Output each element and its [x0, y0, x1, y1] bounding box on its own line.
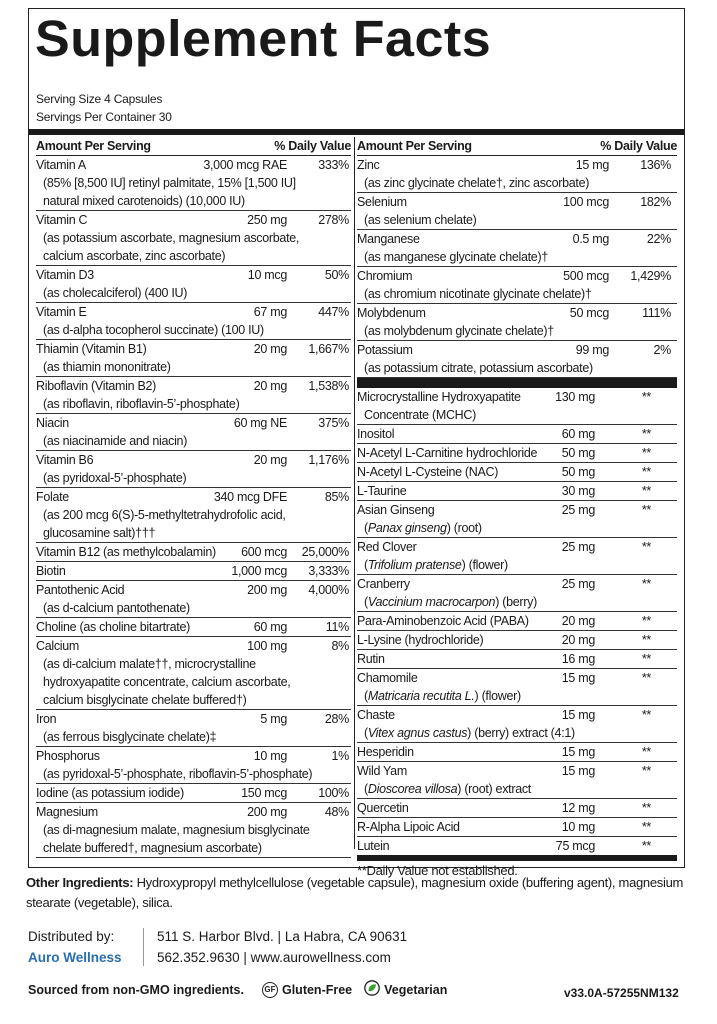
nutrient-amount: 15 mg [575, 158, 609, 172]
botanical-source-line: (Matricaria recutita L.) (flower) [364, 689, 521, 703]
nutrient-row [36, 803, 351, 858]
nutrient-daily-value: ** [641, 614, 651, 628]
nutrient-row [36, 784, 351, 803]
nutrient-daily-value: ** [641, 390, 651, 404]
latin-name: Trifolium pratense [367, 558, 462, 572]
nutrient-row [357, 388, 677, 425]
dv-header: % Daily Value [600, 139, 677, 153]
nutrient-daily-value: 136% [640, 158, 671, 172]
right-column-header [357, 137, 677, 156]
nutrient-name: Folate [36, 490, 69, 504]
nutrient-daily-value: ** [641, 540, 651, 554]
latin-name: Vitex agnus castus [367, 726, 468, 740]
nutrient-name: Para-Aminobenzoic Acid (PABA) [357, 614, 529, 628]
nutrient-name: Lutein [357, 839, 390, 853]
nutrient-amount: 600 mcg [241, 545, 287, 559]
nutrient-row [36, 581, 351, 618]
nutrient-row [357, 762, 677, 799]
left-column-header [36, 137, 351, 156]
latin-name: Matricaria recutita L. [367, 689, 475, 703]
nutrient-amount: 100 mg [247, 639, 287, 653]
left-column [36, 137, 351, 858]
nutrient-daily-value: 22% [646, 232, 671, 246]
nutrient-daily-value: 8% [331, 639, 349, 653]
distributor-separator [143, 928, 144, 966]
nutrient-amount: 10 mg [561, 820, 595, 834]
nutrient-name: Vitamin A [36, 158, 86, 172]
nutrient-source-line: natural mixed carotenoids) (10,000 IU) [43, 194, 245, 208]
nutrient-name: Rutin [357, 652, 385, 666]
nutrient-daily-value: 85% [324, 490, 349, 504]
nutrient-name: Selenium [357, 195, 407, 209]
leaf-icon [364, 980, 380, 999]
nutrient-daily-value: ** [641, 465, 651, 479]
amount-header: Amount Per Serving [36, 139, 151, 153]
nutrient-row [357, 425, 677, 444]
botanical-source-line: (Vitex agnus castus) (berry) extract (4:1) [364, 726, 575, 740]
amount-header: Amount Per Serving [357, 139, 472, 153]
nutrient-amount: 16 mg [561, 652, 595, 666]
nutrient-row [36, 266, 351, 303]
nutrient-row [36, 618, 351, 637]
nutrient-amount: 3,000 mcg RAE [203, 158, 287, 172]
non-gmo-text: Sourced from non-GMO ingredients. [28, 982, 244, 997]
nutrient-daily-value: 375% [318, 416, 349, 430]
nutrient-row [357, 463, 677, 482]
nutrient-row [36, 414, 351, 451]
nutrient-row [357, 837, 677, 856]
nutrient-row [36, 488, 351, 543]
nutrient-name: Inositol [357, 427, 395, 441]
nutrient-name: Iodine (as potassium iodide) [36, 786, 184, 800]
nutrient-name: Vitamin B12 (as methylcobalamin) [36, 545, 216, 559]
nutrient-daily-value: 1,538% [308, 379, 349, 393]
nutrient-name: Biotin [36, 564, 66, 578]
nutrient-amount: 20 mg [253, 342, 287, 356]
nutrient-daily-value: 48% [324, 805, 349, 819]
nutrient-amount: 25 mg [561, 540, 595, 554]
serving-size: Serving Size 4 Capsules [36, 92, 163, 106]
nutrient-name: Thiamin (Vitamin B1) [36, 342, 147, 356]
nutrient-daily-value: ** [641, 839, 651, 853]
nutrient-source-line: (as selenium chelate) [364, 213, 477, 227]
left-nutrient-list [36, 156, 351, 858]
botanical-source-line: (Vaccinium macrocarpon) (berry) [364, 595, 537, 609]
nutrient-name: Riboflavin (Vitamin B2) [36, 379, 157, 393]
nutrient-amount: 200 mg [247, 583, 287, 597]
nutrient-source-line: (as cholecalciferol) (400 IU) [43, 286, 188, 300]
nutrient-amount: 25 mg [561, 503, 595, 517]
nutrient-row [36, 747, 351, 784]
nutrient-daily-value: ** [641, 427, 651, 441]
nutrient-amount: 60 mg [561, 427, 595, 441]
nutrient-daily-value: ** [641, 820, 651, 834]
nutrient-source-line: (as riboflavin, riboflavin-5’-phosphate) [43, 397, 240, 411]
nutrient-row [357, 575, 677, 612]
nutrient-daily-value: ** [641, 652, 651, 666]
nutrient-row [36, 377, 351, 414]
nutrient-amount: 340 mcg DFE [213, 490, 287, 504]
latin-name: Panax ginseng [367, 521, 447, 535]
botanical-source-line: (Panax ginseng) (root) [364, 521, 482, 535]
nutrient-name: Pantothenic Acid [36, 583, 125, 597]
nutrient-daily-value: ** [641, 745, 651, 759]
nutrient-daily-value: 3,333% [308, 564, 349, 578]
distributor [28, 926, 122, 968]
nutrient-row [357, 669, 677, 706]
dv-header: % Daily Value [274, 139, 351, 153]
nutrient-name: Molybdenum [357, 306, 426, 320]
nutrient-name: Vitamin E [36, 305, 87, 319]
nutrient-daily-value: 278% [318, 213, 349, 227]
nutrient-daily-value: ** [641, 708, 651, 722]
nutrient-source-line: (as zinc glycinate chelate†, zinc ascorbate) [364, 176, 590, 190]
nutrient-amount: 250 mg [247, 213, 287, 227]
nutrient-source-line: hydroxyapatite concentrate, calcium ascorbate, [43, 675, 291, 689]
nutrient-source-line: (as di-magnesium malate, magnesium bisglycinate [43, 823, 310, 837]
nutrient-amount: 25 mg [561, 577, 595, 591]
nutrient-name: Hesperidin [357, 745, 414, 759]
panel-title: Supplement Facts [35, 10, 492, 67]
column-divider [354, 137, 355, 849]
nutrient-amount: 10 mg [253, 749, 287, 763]
nutrient-row [36, 710, 351, 747]
nutrient-source-line: (as pyridoxal-5’-phosphate, riboflavin-5’-phosphate) [43, 767, 313, 781]
brand-name: Auro Wellness [28, 950, 122, 965]
nutrient-source-line: chelate buffered†, magnesium ascorbate) [43, 841, 262, 855]
nutrient-amount: 500 mcg [563, 269, 609, 283]
latin-name: Vaccinium macrocarpon [367, 595, 496, 609]
nutrient-amount: 15 mg [561, 708, 595, 722]
nutrient-daily-value: 182% [640, 195, 671, 209]
other-ingredients-text: Hydroxypropyl methylcellulose (vegetable capsule), magnesium oxide (buffering agent), magnesium stearate (vegetable), silica. [26, 875, 684, 910]
nutrient-source-line: (as 200 mcg 6(S)-5-methyltetrahydrofolic acid, [43, 508, 286, 522]
nutrient-name: Manganese [357, 232, 420, 246]
nutrient-daily-value: ** [641, 633, 651, 647]
nutrient-row [357, 818, 677, 837]
nutrient-name: Cranberry [357, 577, 410, 591]
nutrient-row [36, 211, 351, 266]
latin-name: Dioscorea villosa [367, 782, 458, 796]
nutrient-source-line: (as potassium citrate, potassium ascorbate) [364, 361, 593, 375]
nutrient-amount: 20 mg [253, 379, 287, 393]
nutrient-name: L-Taurine [357, 484, 407, 498]
nutrient-daily-value: 111% [642, 306, 671, 320]
nutrient-row [357, 631, 677, 650]
nutrient-row [357, 799, 677, 818]
nutrient-row [357, 612, 677, 631]
nutrient-name: Vitamin B6 [36, 453, 94, 467]
nutrient-daily-value: ** [641, 503, 651, 517]
nutrient-amount: 50 mcg [569, 306, 609, 320]
nutrient-row [36, 303, 351, 340]
nutrient-daily-value: 1% [331, 749, 349, 763]
nutrient-daily-value: 28% [324, 712, 349, 726]
nutrient-daily-value: 1,667% [308, 342, 349, 356]
nutrient-name: Vitamin D3 [36, 268, 94, 282]
other-ingredients [26, 873, 696, 913]
nutrient-daily-value: ** [641, 446, 651, 460]
nutrient-amount: 50 mg [561, 446, 595, 460]
nutrient-source-line: (as manganese glycinate chelate)† [364, 250, 548, 264]
nutrient-source-line: calcium bisglycinate chelate buffered†) [43, 693, 247, 707]
phone-website: 562.352.9630 | www.aurowellness.com [157, 950, 391, 965]
nutrient-amount: 30 mg [561, 484, 595, 498]
nutrient-amount: 15 mg [561, 745, 595, 759]
nutrient-name: Red Clover [357, 540, 417, 554]
nutrient-daily-value: 2% [653, 343, 671, 357]
nutrient-row [357, 341, 677, 378]
other-ingredient-list [357, 388, 677, 856]
nutrient-row [357, 444, 677, 463]
vegetarian-label: Vegetarian [384, 982, 448, 997]
contact-block [157, 926, 407, 968]
nutrient-amount: 67 mg [253, 305, 287, 319]
nutrient-name: Quercetin [357, 801, 409, 815]
nutrient-name: Chromium [357, 269, 413, 283]
nutrient-name: Choline (as choline bitartrate) [36, 620, 190, 634]
nutrient-row [357, 230, 677, 267]
nutrient-daily-value: 4,000% [308, 583, 349, 597]
nutrient-row [36, 562, 351, 581]
nutrient-name: Potassium [357, 343, 413, 357]
nutrient-name: Chamomile [357, 671, 418, 685]
nutrient-amount: 50 mg [561, 465, 595, 479]
supplement-facts-panel [28, 8, 685, 878]
nutrient-amount: 15 mg [561, 764, 595, 778]
nutrient-amount: 1,000 mcg [231, 564, 287, 578]
nutrient-amount: 5 mg [260, 712, 287, 726]
nutrient-source-line: (as d-calcium pantothenate) [43, 601, 190, 615]
nutrient-amount: 10 mcg [247, 268, 287, 282]
nutrient-amount: 15 mg [561, 671, 595, 685]
nutrient-name: Niacin [36, 416, 69, 430]
nutrient-amount: 60 mg NE [233, 416, 287, 430]
botanical-source-line: (Trifolium pratense) (flower) [364, 558, 508, 572]
nutrient-name: N-Acetyl L-Cysteine (NAC) [357, 465, 499, 479]
nutrient-source-line: (as ferrous bisglycinate chelate)‡ [43, 730, 217, 744]
nutrient-source-line: calcium ascorbate, zinc ascorbate) [43, 249, 226, 263]
right-column [357, 137, 677, 881]
nutrient-source-line: (as potassium ascorbate, magnesium ascorbate, [43, 231, 300, 245]
gluten-free-label: Gluten-Free [281, 982, 353, 997]
nutrient-amount: 20 mg [561, 633, 595, 647]
other-ingredients-label: Other Ingredients: [26, 875, 134, 890]
nutrient-daily-value: ** [641, 764, 651, 778]
plant-part: (root) [450, 521, 482, 535]
nutrient-amount: 0.5 mg [572, 232, 609, 246]
nutrient-amount: 99 mg [575, 343, 609, 357]
nutrient-daily-value: 100% [318, 786, 349, 800]
nutrient-daily-value: 50% [324, 268, 349, 282]
top-divider-bar [29, 129, 684, 135]
nutrient-row [357, 538, 677, 575]
nutrient-source-line: (as molybdenum glycinate chelate)† [364, 324, 554, 338]
botanical-source-line: (Dioscorea villosa) (root) extract [364, 782, 531, 796]
nutrient-source-line: glucosamine salt)††† [43, 526, 156, 540]
plant-part: (flower) [478, 689, 521, 703]
nutrient-daily-value: 11% [325, 620, 349, 634]
nutrient-name: Microcrystalline Hydroxyapatite [357, 390, 521, 404]
right-nutrient-list [357, 156, 677, 378]
nutrient-name: Calcium [36, 639, 80, 653]
nutrient-source-line: Concentrate (MCHC) [364, 408, 476, 422]
badges-row [28, 980, 447, 999]
section-divider-bar [357, 378, 677, 388]
nutrient-amount: 60 mg [253, 620, 287, 634]
nutrient-daily-value: 25,000% [301, 545, 349, 559]
plant-part: (berry) extract (4:1) [471, 726, 575, 740]
nutrient-source-line: (as d-alpha tocopherol succinate) (100 IU) [43, 323, 264, 337]
nutrient-row [36, 340, 351, 377]
nutrient-row [36, 543, 351, 562]
nutrient-name: L-Lysine (hydrochloride) [357, 633, 484, 647]
nutrient-row [357, 304, 677, 341]
nutrient-name: R-Alpha Lipoic Acid [357, 820, 460, 834]
nutrient-daily-value: 447% [318, 305, 349, 319]
plant-part: (flower) [465, 558, 508, 572]
nutrient-daily-value: ** [641, 577, 651, 591]
nutrient-name: Chaste [357, 708, 395, 722]
version-code: v33.0A-57255NM132 [564, 986, 679, 1000]
nutrient-name: Phosphorus [36, 749, 100, 763]
distributed-by-label: Distributed by: [28, 929, 115, 944]
nutrient-source-line: (as niacinamide and niacin) [43, 434, 188, 448]
nutrient-row [357, 706, 677, 743]
nutrient-name: Vitamin C [36, 213, 88, 227]
nutrient-source-line: (as pyridoxal-5’-phosphate) [43, 471, 187, 485]
nutrient-row [357, 267, 677, 304]
nutrient-row [357, 193, 677, 230]
plant-part: (root) extract [461, 782, 531, 796]
nutrient-row [357, 156, 677, 193]
nutrient-amount: 130 mg [555, 390, 595, 404]
nutrient-daily-value: 1,176% [308, 453, 349, 467]
nutrient-row [357, 650, 677, 669]
nutrient-daily-value: ** [641, 484, 651, 498]
nutrient-source-line: (as thiamin mononitrate) [43, 360, 171, 374]
nutrient-amount: 75 mcg [555, 839, 595, 853]
nutrient-daily-value: 1,429% [630, 269, 671, 283]
nutrient-amount: 20 mg [253, 453, 287, 467]
nutrient-row [36, 156, 351, 211]
nutrient-source-line: (as chromium nicotinate glycinate chelate)† [364, 287, 592, 301]
nutrient-amount: 20 mg [561, 614, 595, 628]
nutrient-amount: 200 mg [247, 805, 287, 819]
nutrient-source-line: (as di-calcium malate††, microcrystalline [43, 657, 256, 671]
nutrient-name: Zinc [357, 158, 380, 172]
nutrient-daily-value: ** [641, 671, 651, 685]
nutrient-amount: 12 mg [561, 801, 595, 815]
nutrient-source-line: (85% [8,500 IU] retinyl palmitate, 15% [1,500 IU] [43, 176, 296, 190]
nutrient-name: N-Acetyl L-Carnitine hydrochloride [357, 446, 538, 460]
address: 511 S. Harbor Blvd. | La Habra, CA 90631 [157, 929, 408, 944]
gluten-free-icon: GF [262, 982, 278, 998]
nutrient-row [36, 451, 351, 488]
servings-per-container: Servings Per Container 30 [36, 110, 172, 124]
nutrient-name: Iron [36, 712, 57, 726]
nutrient-daily-value: 333% [318, 158, 349, 172]
nutrient-name: Magnesium [36, 805, 98, 819]
nutrient-name: Asian Ginseng [357, 503, 435, 517]
nutrient-daily-value: ** [641, 801, 651, 815]
nutrient-amount: 150 mcg [241, 786, 287, 800]
plant-part: (berry) [499, 595, 537, 609]
dv-footnote: **Daily Value not established. [357, 863, 518, 878]
nutrient-name: Wild Yam [357, 764, 407, 778]
nutrient-amount: 100 mcg [563, 195, 609, 209]
nutrient-row [357, 501, 677, 538]
nutrient-row [357, 743, 677, 762]
nutrient-row [36, 637, 351, 710]
nutrient-row [357, 482, 677, 501]
